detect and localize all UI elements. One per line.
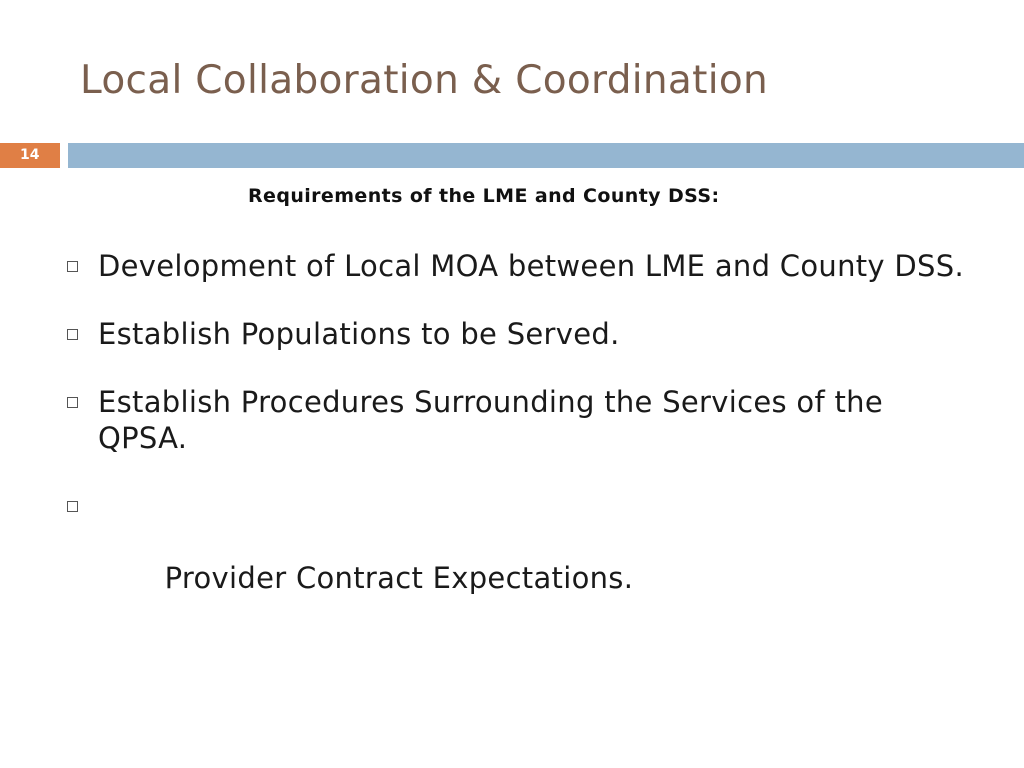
square-bullet-icon	[67, 261, 78, 272]
bullet-text: Establish Procedures Surrounding the Services of the QPSA.	[98, 385, 883, 455]
square-bullet-icon	[67, 397, 78, 408]
bullet-text: Development of Local MOA between LME and County DSS.	[98, 249, 964, 283]
bullet-list	[64, 248, 964, 664]
slide-title: Local Collaboration & Coordination	[80, 58, 769, 103]
slide-subtitle: Requirements of the LME and County DSS:	[248, 185, 720, 207]
square-bullet-icon	[67, 501, 78, 512]
bullet-item	[64, 488, 964, 632]
bullet-text: Establish Populations to be Served.	[98, 317, 620, 351]
square-bullet-icon	[67, 329, 78, 340]
header-bar	[68, 143, 1024, 168]
bullet-item	[64, 316, 964, 352]
bullet-item	[64, 248, 964, 284]
slide-number: 14	[20, 147, 40, 163]
bullet-text: Provider Contract Expectations.	[155, 561, 634, 595]
bullet-item	[64, 384, 964, 456]
